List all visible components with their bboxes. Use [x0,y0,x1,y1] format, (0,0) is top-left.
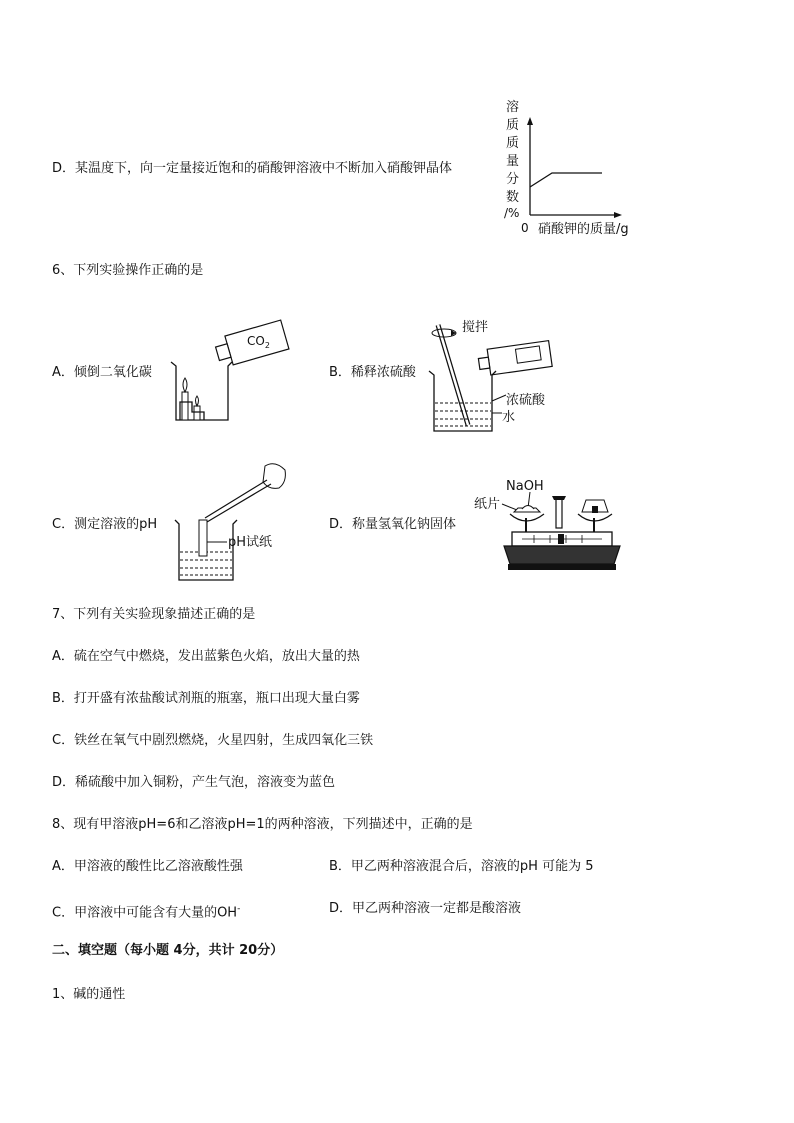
graph-y-label-char: 量 [506,154,520,169]
weight-icon [592,506,598,513]
section-2-title: 二、填空题（每小题 4分，共计 20分） [52,943,284,958]
ph-paper-label: pH试纸 [228,535,273,550]
q6-option-c: C．测定溶液的pH [52,517,158,532]
q8-option-c-superscript: - [237,904,241,914]
q8-stem: 8、现有甲溶液pH=6和乙溶液pH=1的两种溶液，下列描述中，正确的是 [52,817,473,832]
graph-y-label-char: 质 [506,136,520,151]
graph-y-label-char: 溶 [506,100,520,115]
short-candle [194,406,200,420]
q8-option-a: A．甲溶液的酸性比乙溶液酸性强 [52,859,243,874]
ph-paper [199,520,207,556]
q7-stem: 7、下列有关实验现象描述正确的是 [52,607,256,622]
naoh-label: NaOH [506,479,544,494]
tweezers [205,480,267,518]
short-candle-flame-icon [196,396,199,406]
balance-base [504,546,620,564]
hand-icon [263,464,285,489]
acid-label: 浓硫酸 [506,393,546,408]
q7-option-a: A．硫在空气中燃烧，发出蓝紫色火焰，放出大量的热 [52,649,360,664]
ph-test-figure [175,458,300,583]
fill-q1-stem: 1、碱的通性 [52,987,126,1002]
graph-curve [530,173,602,187]
balance-figure [474,476,624,576]
q6-option-d: D．称量氢氧化钠固体 [329,517,457,532]
q6-option-a: A．倾倒二氧化碳 [52,365,152,380]
graph-y-label-char: 分 [506,172,520,187]
water-label: 水 [502,410,516,425]
q8-option-c-text: C．甲溶液中可能含有大量的OH [52,905,238,921]
graph-y-arrow [527,117,533,125]
paper-label: 纸片 [474,497,501,512]
q8-option-d: D．甲乙两种溶液一定都是酸溶液 [329,901,522,916]
dilute-acid-figure [428,313,568,433]
q6-option-b: B．稀释浓硫酸 [329,365,416,380]
co2-label: $CO_2$ [247,334,270,350]
graph-x-label: 硝酸钾的质量/g [538,222,629,237]
q7-option-c: C．铁丝在氧气中剧烈燃烧，火星四射，生成四氧化三铁 [52,733,374,748]
q8-option-b: B．甲乙两种溶液混合后，溶液的pH 可能为 5 [329,859,594,874]
graph-x-arrow [614,212,622,218]
graph-origin-label: 0 [521,221,529,235]
q6-stem: 6、下列实验操作正确的是 [52,263,204,278]
tall-candle-flame-icon [183,378,187,392]
pour-co2-figure [168,312,293,427]
q7-option-b: B．打开盛有浓盐酸试剂瓶的瓶塞，瓶口出现大量白雾 [52,691,360,706]
q8-option-c [52,900,240,922]
tall-candle [182,392,188,420]
graph-y-label-char: 数 [506,190,520,205]
solute-mass-fraction-graph [500,95,640,240]
q5-option-d: D．某温度下，向一定量接近饱和的硝酸钾溶液中不断加入硝酸钾晶体 [52,161,453,176]
q7-option-d: D．稀硫酸中加入铜粉，产生气泡，溶液变为蓝色 [52,775,336,790]
stir-label: 搅拌 [462,320,489,335]
graph-y-label-char: /% [504,206,520,220]
graph-y-label-char: 质 [506,118,520,133]
